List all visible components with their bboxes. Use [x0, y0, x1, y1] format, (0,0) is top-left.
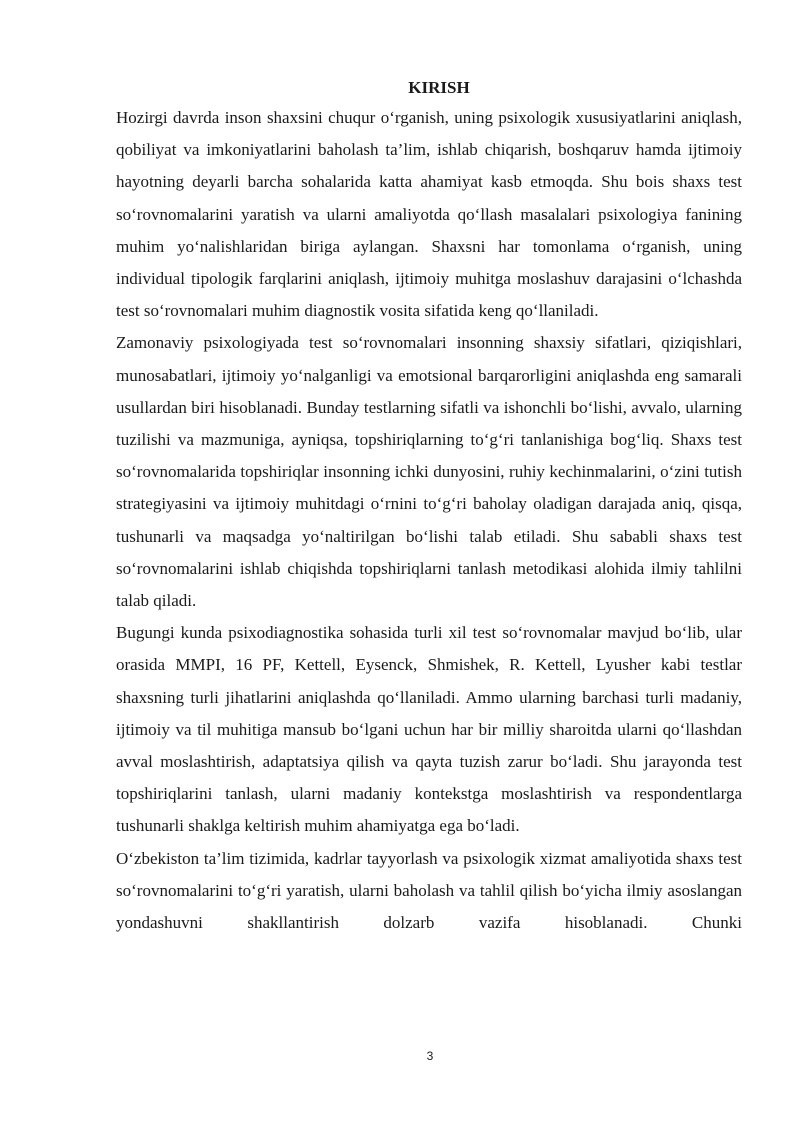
page-content: [116, 74, 742, 939]
paragraph-4: O‘zbekiston ta’lim tizimida, kadrlar tayyorlash va psixologik xizmat amaliyotida shaxs test so‘rovnomalarini to‘g‘ri yaratish, ularni baholash va tahlil qilish bo‘yicha ilmiy asoslangan yondashuvni shakllantirish dolzarb vazifa hisoblanadi. Chunki: [116, 848, 742, 933]
section-heading: KIRISH: [408, 78, 470, 97]
paragraph-2: Zamonaviy psixologiyada test so‘rovnomalari insonning shaxsiy sifatlari, qiziqishlari, munosabatlari, ijtimoiy yo‘nalganligi va emotsional barqarorligini aniqlashda eng samarali usullardan biri hisoblanadi. Bunday testlarning sifatli va ishonchli bo‘lishi, avvalo, ularning tuzilishi va mazmuniga, ayniqsa, topshiriqlarning to‘g‘ri tanlanishiga bog‘liq. Shaxs test so‘rovnomalarida topshiriqlar insonning ichki dunyosini, ruhiy kechinmalarini, o‘zini tutish strategiyasini va ijtimoiy muhitdagi o‘rnini to‘g‘ri baholay oladigan darajada aniq, qisqa, tushunarli va maqsadga yo‘naltirilgan bo‘lishi talab etiladi. Shu sababli shaxs test so‘rovnomalarini ishlab chiqishda topshiriqlarni tanlash metodikasi alohida ilmiy tahlilni talab qiladi.: [116, 333, 742, 611]
paragraph-3: Bugungi kunda psixodiagnostika sohasida turli xil test so‘rovnomalar mavjud bo‘lib, ular orasida MMPI, 16 PF, Kettell, Eysenck, Shmishek, R. Kettell, Lyusher kabi testlar shaxsning turli jihatlarini aniqlashda qo‘llaniladi. Ammo ularning barchasi turli madaniy, ijtimoiy va til muhitiga mansub bo‘lgani uchun har bir milliy sharoitda ularni qo‘llashdan avval moslashtirish, adaptatsiya qilish va qayta tuzish zarur bo‘ladi. Shu jarayonda test topshiriqlarini tanlash, ularni madaniy kontekstga moslashtirish va respondentlarga tushunarli shaklga keltirish muhim ahamiyatga ega bo‘ladi.: [116, 623, 742, 836]
page-number: 3: [426, 1049, 434, 1063]
paragraph-1: Hozirgi davrda inson shaxsini chuqur o‘rganish, uning psixologik xususiyatlarini aniqlash, qobiliyat va imkoniyatlarini baholash ta’lim, ishlab chiqarish, boshqaruv hamda ijtimoiy hayotning deyarli barcha sohalarida katta ahamiyat kasb etmoqda. Shu bois shaxs test so‘rovnomalarini yaratish va ularni amaliyotda qo‘llash masalalari psixologiya fanining muhim yo‘nalishlaridan biriga aylangan. Shaxsni har tomonlama o‘rganish, uning individual tipologik farqlarini aniqlash, ijtimoiy muhitga moslashuv darajasini o‘lchashda test so‘rovnomalari muhim diagnostik vosita sifatida keng qo‘llaniladi.: [116, 108, 742, 321]
